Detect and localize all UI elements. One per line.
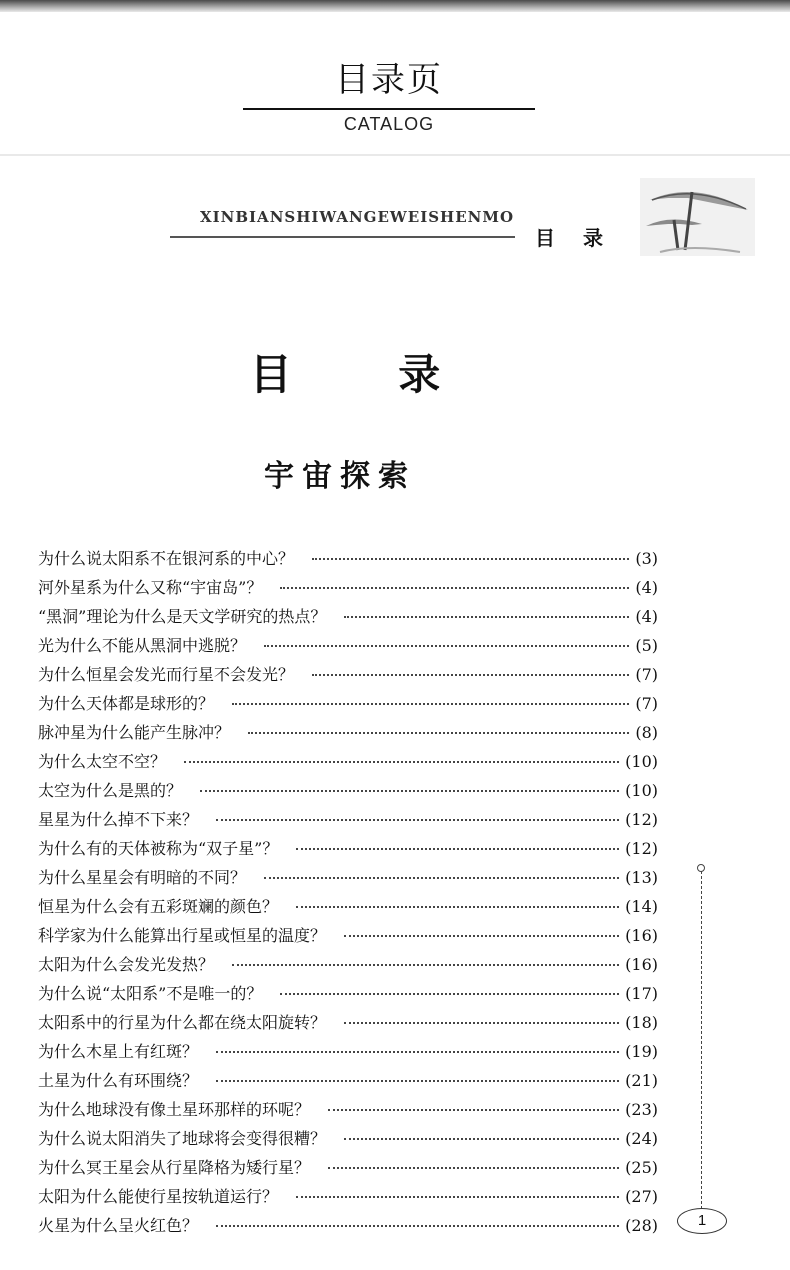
- toc-leader-dots: [216, 1050, 619, 1053]
- toc-entry[interactable]: [38, 602, 658, 631]
- toc-entry[interactable]: [38, 718, 658, 747]
- toc-entry-page: (14): [625, 897, 658, 916]
- toc-entry[interactable]: [38, 950, 658, 979]
- toc-entry-title: 河外星系为什么又称“宇宙岛”？: [38, 578, 263, 597]
- toc-entry-title: “黑洞”理论为什么是天文学研究的热点？: [38, 607, 327, 626]
- page-number-badge: 1: [677, 1208, 727, 1234]
- book-page: [0, 156, 790, 1270]
- main-title: 目 录: [249, 350, 487, 399]
- toc-entry-page: (8): [635, 723, 658, 742]
- toc-leader-dots: [296, 905, 619, 908]
- toc-entry-title: 为什么太空不空？: [38, 752, 167, 771]
- toc-leader-dots: [200, 789, 619, 792]
- toc-leader-dots: [344, 615, 629, 618]
- toc-list: [38, 544, 658, 1240]
- toc-leader-dots: [232, 702, 629, 705]
- section-title: 宇宙探索: [264, 459, 416, 494]
- running-head-chapter: 目录: [535, 226, 631, 250]
- toc-leader-dots: [216, 1079, 619, 1082]
- toc-entry-title: 太阳为什么会发光发热？: [38, 955, 215, 974]
- toc-entry-title: 太空为什么是黑的？: [38, 781, 183, 800]
- toc-entry-title: 科学家为什么能算出行星或恒星的温度？: [38, 926, 327, 945]
- toc-entry-title: 为什么说“太阳系”不是唯一的？: [38, 984, 263, 1003]
- toc-entry[interactable]: [38, 1037, 658, 1066]
- header-title: 目录页: [335, 60, 443, 100]
- toc-leader-dots: [184, 760, 619, 763]
- toc-entry-page: (10): [625, 781, 658, 800]
- toc-entry-title: 为什么木星上有红斑？: [38, 1042, 199, 1061]
- toc-entry[interactable]: [38, 921, 658, 950]
- toc-entry-page: (5): [635, 636, 658, 655]
- toc-entry[interactable]: [38, 776, 658, 805]
- toc-leader-dots: [312, 673, 629, 676]
- toc-entry-page: (27): [625, 1187, 658, 1206]
- toc-entry[interactable]: [38, 1153, 658, 1182]
- toc-entry-title: 土星为什么有环围绕？: [38, 1071, 199, 1090]
- toc-leader-dots: [344, 1137, 619, 1140]
- toc-entry-page: (21): [625, 1071, 658, 1090]
- toc-entry-page: (10): [625, 752, 658, 771]
- toc-entry-page: (19): [625, 1042, 658, 1061]
- toc-leader-dots: [328, 1108, 619, 1111]
- toc-entry-page: (3): [635, 549, 658, 568]
- catalog-header: [0, 12, 790, 154]
- toc-entry-page: (7): [635, 665, 658, 684]
- toc-entry-page: (18): [625, 1013, 658, 1032]
- toc-entry[interactable]: [38, 660, 658, 689]
- toc-leader-dots: [296, 847, 619, 850]
- toc-leader-dots: [280, 992, 619, 995]
- toc-entry[interactable]: [38, 747, 658, 776]
- toc-entry-title: 脉冲星为什么能产生脉冲？: [38, 723, 231, 742]
- toc-entry-title: 太阳为什么能使行星按轨道运行？: [38, 1187, 279, 1206]
- toc-entry-page: (23): [625, 1100, 658, 1119]
- toc-entry-title: 为什么有的天体被称为“双子星”？: [38, 839, 279, 858]
- toc-entry-page: (4): [635, 607, 658, 626]
- toc-entry-page: (17): [625, 984, 658, 1003]
- toc-leader-dots: [328, 1166, 619, 1169]
- toc-entry-page: (4): [635, 578, 658, 597]
- side-dashed-line: [701, 871, 702, 1209]
- toc-entry[interactable]: [38, 834, 658, 863]
- toc-entry-title: 为什么说太阳系不在银河系的中心？: [38, 549, 295, 568]
- toc-entry-title: 星星为什么掉不下来？: [38, 810, 199, 829]
- toc-entry[interactable]: [38, 892, 658, 921]
- toc-entry-page: (16): [625, 955, 658, 974]
- toc-leader-dots: [216, 1224, 619, 1227]
- toc-entry-page: (16): [625, 926, 658, 945]
- side-line-dot: [697, 864, 705, 872]
- toc-entry-page: (13): [625, 868, 658, 887]
- toc-entry[interactable]: [38, 631, 658, 660]
- toc-entry-page: (7): [635, 694, 658, 713]
- toc-entry-title: 恒星为什么会有五彩斑斓的颜色？: [38, 897, 279, 916]
- toc-entry[interactable]: [38, 1066, 658, 1095]
- toc-leader-dots: [280, 586, 629, 589]
- toc-leader-dots: [216, 818, 619, 821]
- header-rule: [243, 108, 535, 110]
- running-head-pinyin: XINBIANSHIWANGEWEISHENMO: [200, 208, 515, 226]
- top-shadow-bar: [0, 0, 790, 12]
- toc-entry-title: 为什么恒星会发光而行星不会发光？: [38, 665, 295, 684]
- toc-leader-dots: [312, 557, 629, 560]
- toc-entry[interactable]: [38, 689, 658, 718]
- toc-leader-dots: [264, 644, 629, 647]
- toc-entry[interactable]: [38, 863, 658, 892]
- toc-entry[interactable]: [38, 1124, 658, 1153]
- toc-entry-title: 光为什么不能从黑洞中逃脱？: [38, 636, 247, 655]
- toc-leader-dots: [248, 731, 629, 734]
- toc-entry-title: 为什么天体都是球形的？: [38, 694, 215, 713]
- toc-entry-title: 为什么地球没有像土星环那样的环呢？: [38, 1100, 311, 1119]
- umbrella-icon: [640, 178, 755, 256]
- header-subtitle: CATALOG: [343, 114, 435, 134]
- toc-entry-title: 太阳系中的行星为什么都在绕太阳旋转？: [38, 1013, 327, 1032]
- toc-entry[interactable]: [38, 1008, 658, 1037]
- toc-entry-title: 为什么冥王星会从行星降格为矮行星？: [38, 1158, 311, 1177]
- toc-leader-dots: [296, 1195, 619, 1198]
- toc-entry[interactable]: [38, 544, 658, 573]
- toc-entry[interactable]: [38, 805, 658, 834]
- toc-leader-dots: [232, 963, 619, 966]
- toc-leader-dots: [344, 1021, 619, 1024]
- toc-entry-title: 火星为什么呈火红色？: [38, 1216, 199, 1235]
- toc-entry[interactable]: [38, 979, 658, 1008]
- toc-leader-dots: [264, 876, 619, 879]
- toc-entry-page: (25): [625, 1158, 658, 1177]
- toc-entry-title: 为什么说太阳消失了地球将会变得很糟？: [38, 1129, 327, 1148]
- toc-entry-page: (12): [625, 810, 658, 829]
- toc-entry[interactable]: [38, 573, 658, 602]
- toc-entry[interactable]: [38, 1211, 658, 1240]
- toc-entry-page: (28): [625, 1216, 658, 1235]
- toc-entry-page: (12): [625, 839, 658, 858]
- running-head-rule: [170, 236, 515, 238]
- toc-entry[interactable]: [38, 1095, 658, 1124]
- toc-leader-dots: [344, 934, 619, 937]
- toc-entry-page: (24): [625, 1129, 658, 1148]
- toc-entry[interactable]: [38, 1182, 658, 1211]
- toc-entry-title: 为什么星星会有明暗的不同？: [38, 868, 247, 887]
